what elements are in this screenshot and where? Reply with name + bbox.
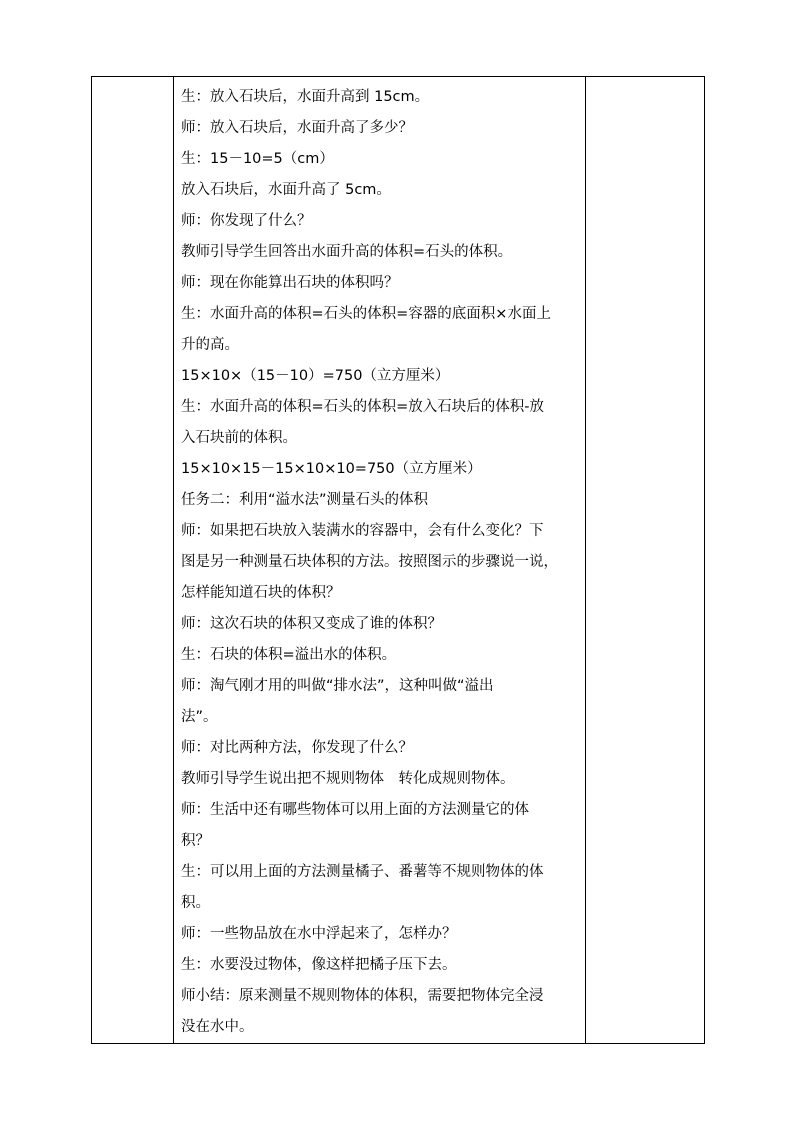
right-column-cell (586, 77, 705, 1044)
text-line: 生：水面升高的体积=石头的体积=放入石块后的体积-放 (181, 399, 545, 415)
text-line: 师：生活中还有哪些物体可以用上面的方法测量它的体 (181, 802, 529, 818)
lesson-table (91, 76, 705, 1044)
text-line: 师：这次石块的体积又变成了谁的体积？ (181, 616, 442, 632)
text-line: 入石块前的体积。 (181, 430, 297, 446)
left-column-cell (92, 77, 174, 1044)
text-line: 生：石块的体积=溢出水的体积。 (181, 647, 397, 663)
text-line: 师：你发现了什么？ (181, 213, 312, 229)
text-line: 图是另一种测量石块体积的方法。按照图示的步骤说一说， (181, 554, 558, 570)
content-column-cell (174, 77, 586, 1044)
text-line: 没在水中。 (181, 1019, 254, 1035)
text-line: 放入石块后，水面升高了 5cm。 (181, 182, 391, 198)
text-line: 师：淘气刚才用的叫做“排水法”，这种叫做“溢出 (181, 678, 494, 694)
text-line: 积？ (181, 833, 210, 849)
text-line: 师：现在你能算出石块的体积吗？ (181, 275, 399, 291)
text-line: 生：水要没过物体，像这样把橘子压下去。 (181, 957, 457, 973)
text-line: 法”。 (181, 709, 218, 725)
text-line: 师：一些物品放在水中浮起来了，怎样办？ (181, 926, 457, 942)
lesson-text (174, 77, 585, 1043)
text-line: 生：水面升高的体积=石头的体积=容器的底面积×水面上 (181, 306, 551, 322)
text-line: 教师引导学生回答出水面升高的体积=石头的体积。 (181, 244, 513, 260)
text-line: 怎样能知道石块的体积？ (181, 585, 341, 601)
text-line: 师：对比两种方法，你发现了什么？ (181, 740, 413, 756)
text-line: 积。 (181, 895, 210, 911)
table-row (92, 77, 705, 1044)
text-line: 15×10×15－15×10×10=750（立方厘米） (181, 461, 482, 477)
text-line: 生：15－10=5（cm） (181, 151, 334, 167)
text-line: 师：放入石块后，水面升高了多少？ (181, 120, 413, 136)
text-line: 升的高。 (181, 337, 239, 353)
text-line: 任务二：利用“溢水法”测量石头的体积 (181, 492, 429, 508)
text-line: 师小结：原来测量不规则物体的体积，需要把物体完全浸 (181, 988, 544, 1004)
text-line: 师：如果把石块放入装满水的容器中，会有什么变化？下 (181, 523, 544, 539)
text-line: 教师引导学生说出把不规则物体 转化成规则物体。 (181, 771, 515, 787)
text-line: 15×10×（15－10）=750（立方厘米） (181, 368, 450, 384)
text-line: 生：放入石块后，水面升高到 15cm。 (181, 89, 430, 105)
text-line: 生：可以用上面的方法测量橘子、番薯等不规则物体的体 (181, 864, 544, 880)
